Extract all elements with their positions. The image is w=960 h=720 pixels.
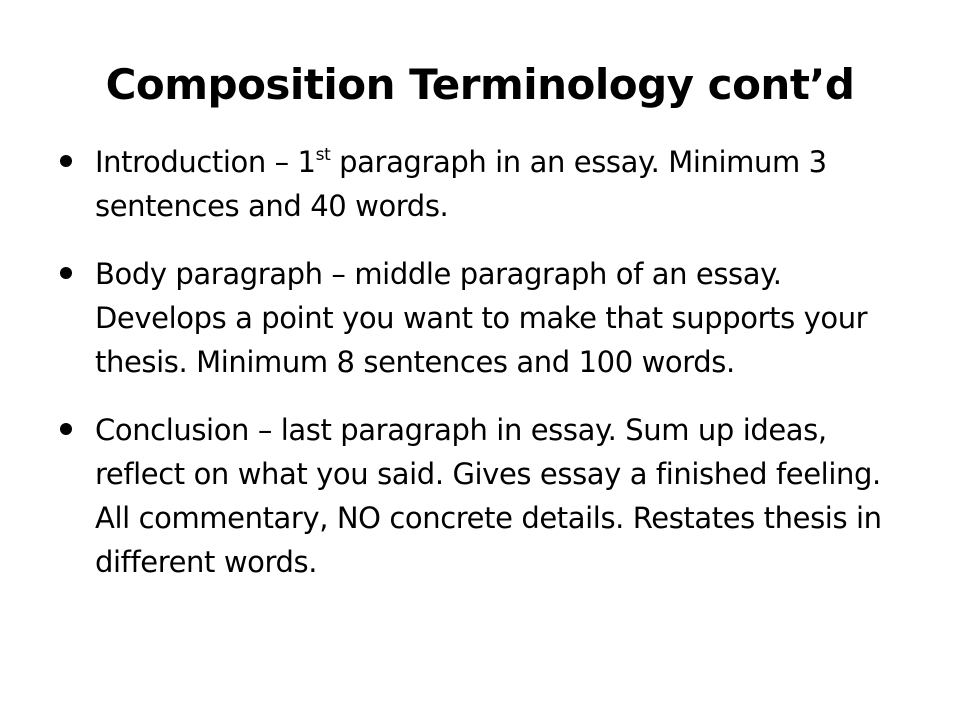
introduction-text-start: Introduction – 1	[95, 145, 316, 179]
body-paragraph-text: Body paragraph – middle paragraph of an essay. Develops a point you want to make that supports your thesis. Minimum 8 sentences and 100 words.	[95, 257, 868, 379]
bullet-point-icon	[60, 267, 72, 279]
bullet-item-body-paragraph	[60, 252, 900, 384]
bullet-list	[60, 140, 900, 608]
conclusion-text: Conclusion – last paragraph in essay. Sum up ideas, reflect on what you said. Gives essay a finished feeling. All commentary, NO concrete details. Restates thesis in different words.	[95, 413, 882, 579]
slide-title: Composition Terminology cont’d	[105, 60, 855, 109]
bullet-point-icon	[60, 423, 72, 435]
bullet-item-conclusion	[60, 408, 900, 584]
introduction-text-end: paragraph in an essay. Minimum 3 sentences and 40 words.	[95, 145, 827, 223]
bullet-item-introduction	[60, 140, 900, 228]
bullet-point-icon	[60, 155, 72, 167]
ordinal-superscript: st	[315, 145, 331, 165]
